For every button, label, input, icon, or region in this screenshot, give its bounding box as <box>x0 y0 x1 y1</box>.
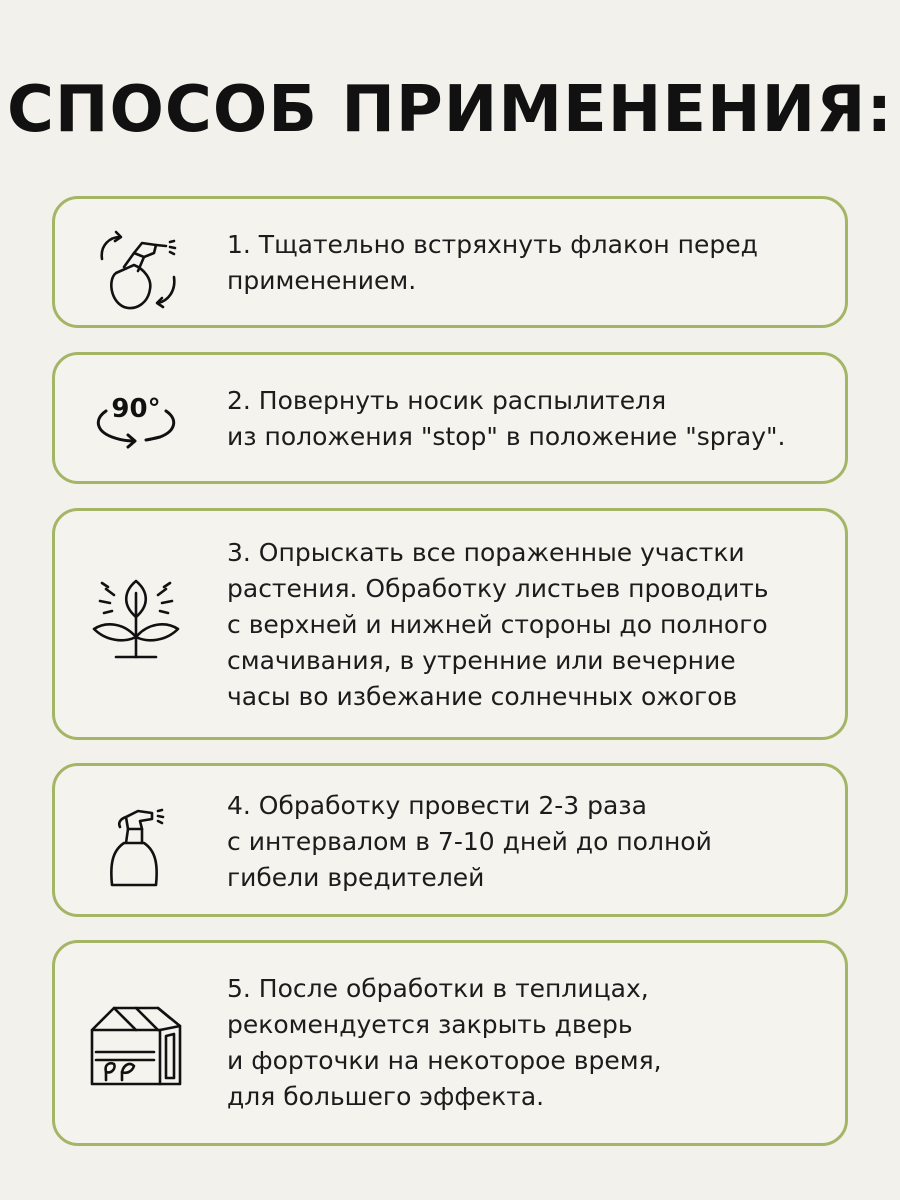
step-card-2 <box>52 352 848 484</box>
step-text-4 <box>227 788 827 896</box>
step-text-line: 3. Опрыскать все пораженные участки <box>227 538 745 567</box>
step-text-line: и форточки на некоторое время, <box>227 1046 662 1075</box>
step-text-line: 5. После обработки в теплицах, <box>227 974 649 1003</box>
step-text-2 <box>227 383 827 455</box>
plant-sprout-icon <box>81 566 191 676</box>
step-card-3 <box>52 508 848 740</box>
step-card-1 <box>52 196 848 328</box>
rotate-degree-label: 90° <box>111 394 161 424</box>
step-text-line: с верхней и нижней стороны до полного <box>227 610 768 639</box>
step-text-3 <box>227 535 827 715</box>
step-text-line: рекомендуется закрыть дверь <box>227 1010 633 1039</box>
step-card-5 <box>52 940 848 1146</box>
step-card-4 <box>52 763 848 917</box>
spray-bottle-icon <box>81 788 191 898</box>
step-text-line: смачивания, в утренние или вечерние <box>227 646 736 675</box>
step-text-line: из положения "stop" в положение "spray". <box>227 422 786 451</box>
shake-spray-bottle-icon <box>81 210 191 320</box>
step-text-line: 1. Тщательно встряхнуть флакон перед <box>227 230 758 259</box>
step-text-line: часы во избежание солнечных ожогов <box>227 682 738 711</box>
step-text-line: растения. Обработку листьев проводить <box>227 574 769 603</box>
step-text-line: 2. Повернуть носик распылителя <box>227 386 667 415</box>
step-text-line: с интервалом в 7-10 дней до полной <box>227 827 712 856</box>
rotate-90-icon <box>81 366 191 476</box>
step-text-line: для большего эффекта. <box>227 1082 545 1111</box>
step-text-1 <box>227 227 827 299</box>
step-text-line: применением. <box>227 266 417 295</box>
step-text-line: гибели вредителей <box>227 863 485 892</box>
page-title: СПОСОБ ПРИМЕНЕНИЯ: <box>6 73 894 147</box>
step-text-line: 4. Обработку провести 2-3 раза <box>227 791 647 820</box>
greenhouse-icon <box>81 991 191 1101</box>
step-text-5 <box>227 971 827 1115</box>
